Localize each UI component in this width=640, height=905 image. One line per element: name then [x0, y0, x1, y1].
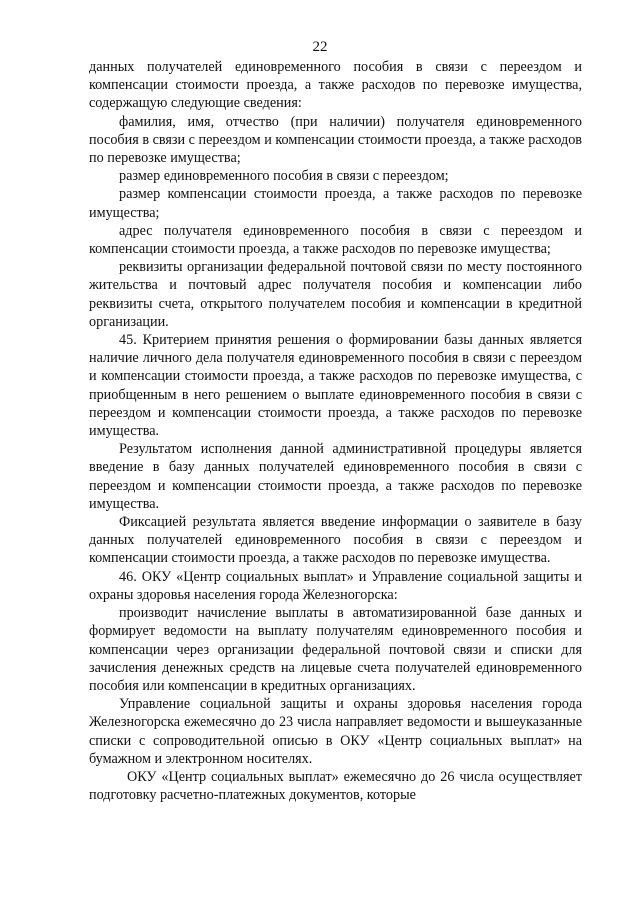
- paragraph-payment-documents: ОКУ «Центр социальных выплат» ежемесячно до 26 числа осуществляет подготовку расчетно-платежных документов, которые: [89, 768, 582, 804]
- paragraph-compensation-size-item: размер компенсации стоимости проезда, а также расходов по перевозке имущества;: [89, 186, 582, 221]
- document-body: [89, 58, 582, 804]
- paragraph-section-45: 45. Критерием принятия решения о формировании базы данных является наличие личного дела получателя единовременного пособия в связи с переездом и компенсации стоимости проезда, а также расходов по перевозке имущества, с приобщенным в него решением о выплате единовременного пособия в связи с переездом и компенсации стоимости проезда, а также расходов по перевозке имущества.: [89, 332, 582, 440]
- paragraph-result: Результатом исполнения данной административной процедуры является введение в базу данных получателей единовременного пособия в связи с переездом и компенсации стоимости проезда, а также расходов по перевозке имущества.: [89, 441, 582, 512]
- page-number: 22: [312, 39, 328, 55]
- paragraph-continuation: данных получателей единовременного пособия в связи с переездом и компенсации стоимости проезда, а также расходов по перевозке имущества, содержащую следующие сведения:: [89, 59, 582, 112]
- paragraph-result-fixation: Фиксацией результата является введение информации о заявителе в базу данных получателей единовременного пособия в связи с переездом и компенсации стоимости проезда, а также расходов по перевозке имущества.: [89, 514, 582, 567]
- paragraph-accrual: производит начисление выплаты в автоматизированной базе данных и формирует ведомости на выплату получателям единовременного пособия и компенсации через организации федеральной почтовой связи и списки для зачисления денежных средств на лицевые счета получателей единовременного пособия или компенсации в кредитных организациях.: [89, 605, 582, 694]
- paragraph-allowance-size-item: размер единовременного пособия в связи с переездом;: [119, 168, 449, 185]
- paragraph-address-item: адрес получателя единовременного пособия в связи с переездом и компенсации стоимости проезда, а также расходов по перевозке имущества;: [89, 222, 582, 258]
- paragraph-statements-sending: Управление социальной защиты и охраны здоровья населения города Железногорска ежемесячно до 23 числа направляет ведомости и вышеуказанные списки с сопроводительной описью в ОКУ «Центр социальных выплат» на бумажном и электронном носителях.: [89, 696, 582, 767]
- paragraph-full-name-item: фамилия, имя, отчество (при наличии) получателя единовременного пособия в связи с переездом и компенсации стоимости проезда, а также расходов по перевозке имущества;: [89, 113, 582, 167]
- paragraph-requisites-item: реквизиты организации федеральной почтовой связи по месту постоянного жительства и почтовый адрес получателя пособия и компенсации либо реквизиты счета, открытого получателем пособия и компенсации в кредитной организации.: [89, 259, 582, 330]
- paragraph-section-46: 46. ОКУ «Центр социальных выплат» и Управление социальной защиты и охраны здоровья населения города Железногорска:: [89, 568, 582, 603]
